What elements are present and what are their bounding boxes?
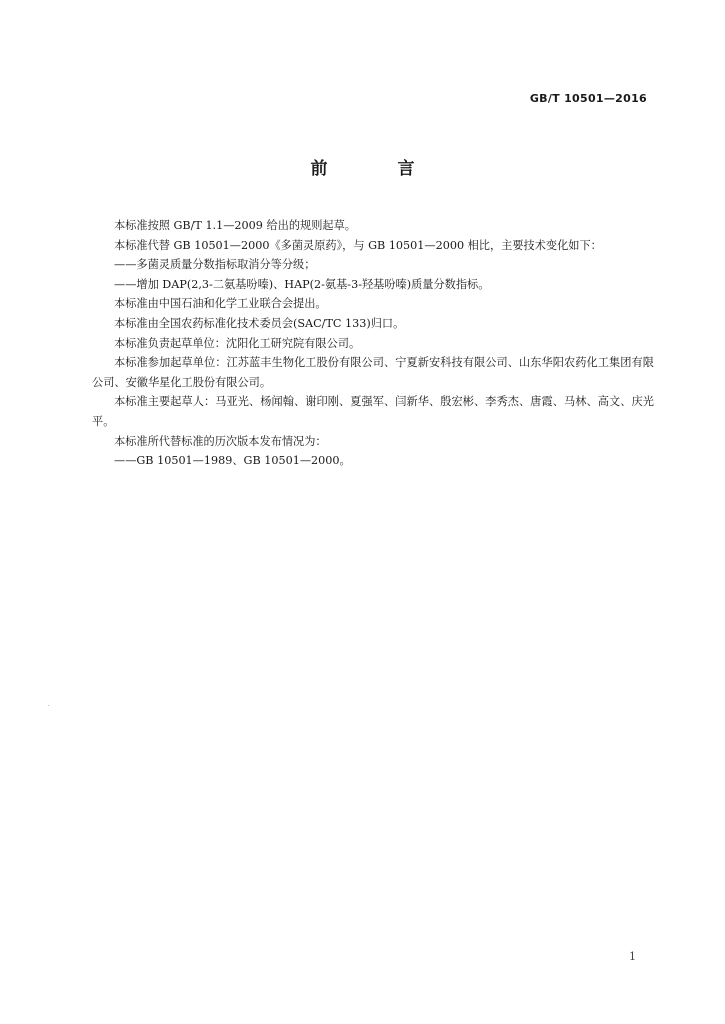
paragraph-change-1: ——多菌灵质量分数指标取消分等分级； (114, 258, 316, 272)
paragraph-lead-drafter: 本标准负责起草单位：沈阳化工研究院有限公司。 (114, 336, 361, 350)
paragraph-previous-versions: ——GB 10501—1989、GB 10501—2000。 (114, 454, 351, 468)
paragraph-main-drafters: 本标准主要起草人：马亚光、杨闻翰、谢印刚、夏强军、闫新华、殷宏彬、李秀杰、唐霞、马林、高文、庆光平。 (92, 395, 654, 428)
page-number: 1 (629, 950, 636, 963)
foreword-body (92, 216, 654, 471)
paragraph-replaces: 本标准代替 GB 10501—2000《多菌灵原药》，与 GB 10501—2000 相比，主要技术变化如下： (114, 238, 602, 252)
paragraph-version-history: 本标准所代替标准的历次版本发布情况为： (114, 434, 327, 448)
paragraph-proposed-by: 本标准由中国石油和化学工业联合会提出。 (114, 297, 327, 311)
paragraph-change-2: ——增加 DAP(2,3-二氨基吩嗪)、HAP(2-氨基-3-羟基吩嗪)质量分数指标。 (114, 277, 490, 291)
page-title: 前 言 (310, 159, 447, 179)
paragraph-under-jurisdiction: 本标准由全国农药标准化技术委员会(SAC/TC 133)归口。 (114, 316, 405, 330)
scan-speck (48, 705, 49, 706)
paragraph-participating-drafters: 本标准参加起草单位：江苏蓝丰生物化工股份有限公司、宁夏新安科技有限公司、山东华阳农药化工集团有限公司、安徽华星化工股份有限公司。 (92, 356, 654, 389)
paragraph-drafting-rules: 本标准按照 GB/T 1.1—2009 给出的规则起草。 (114, 219, 356, 232)
standard-code: GB/T 10501—2016 (529, 92, 647, 105)
